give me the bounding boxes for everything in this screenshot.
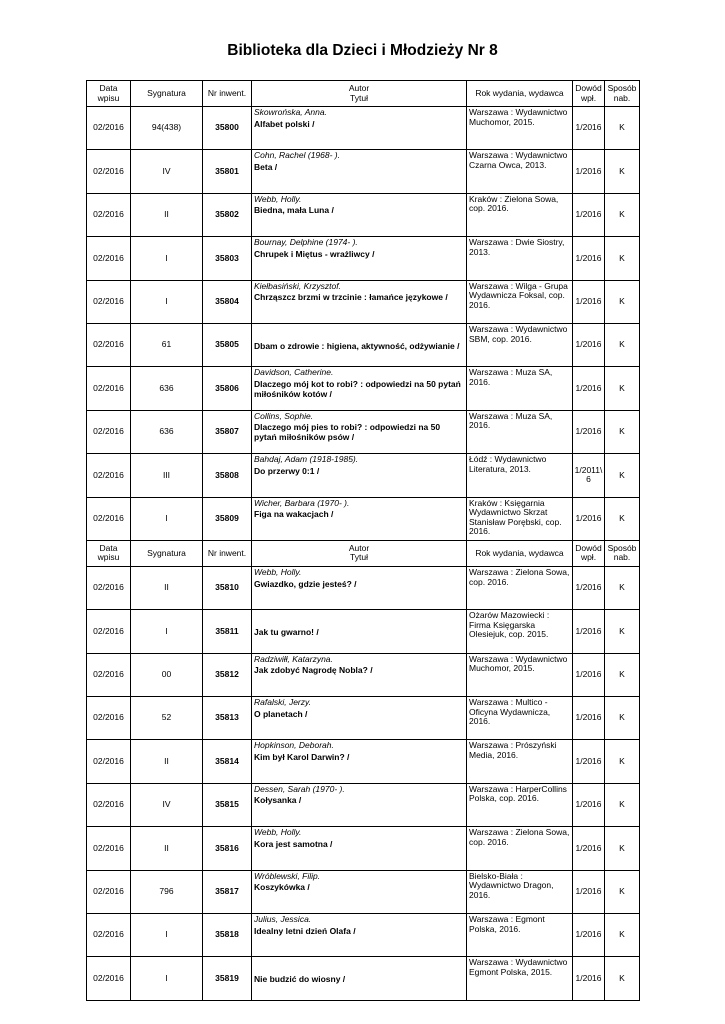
entry-date: 02/2016 [87, 497, 131, 540]
proof-number: 1/2016 [573, 107, 605, 150]
book-title: Biedna, mała Luna / [254, 205, 334, 216]
signature: 636 [131, 410, 203, 453]
publisher: Warszawa : Wydawnictwo Muchomor, 2015. [467, 107, 573, 150]
acquisition-method: K [605, 870, 640, 913]
publisher: Warszawa : Wydawnictwo Muchomor, 2015. [467, 653, 573, 696]
author-name: Dessen, Sarah (1970- ). [254, 783, 345, 794]
acquisition-method: K [605, 454, 640, 497]
publisher: Warszawa : Wydawnictwo Czarna Owca, 2013. [467, 150, 573, 193]
table-row [87, 610, 640, 653]
acquisition-method: K [605, 740, 640, 783]
table-row [87, 957, 640, 1000]
inventory-number: 35811 [203, 610, 252, 653]
inventory-number: 35819 [203, 957, 252, 1000]
book-title: Jak zdobyć Nagrodę Nobla? / [254, 665, 373, 676]
entry-date: 02/2016 [87, 870, 131, 913]
header-publisher: Rok wydania, wydawca [467, 81, 573, 107]
proof-number: 1/2016 [573, 957, 605, 1000]
author-name: Davidson, Catherine. [254, 367, 334, 378]
author-title [252, 653, 467, 696]
author-name: Hopkinson, Deborah. [254, 740, 334, 751]
signature: 94(438) [131, 107, 203, 150]
proof-number: 1/2016 [573, 827, 605, 870]
acquisition-method: K [605, 280, 640, 323]
book-title: Idealny letni dzień Olafa / [254, 925, 356, 936]
signature: I [131, 497, 203, 540]
author-title [252, 783, 467, 826]
signature: 61 [131, 323, 203, 366]
table-row [87, 870, 640, 913]
entry-date: 02/2016 [87, 827, 131, 870]
proof-number: 1/2016 [573, 280, 605, 323]
proof-number: 1/2011\ 6 [573, 454, 605, 497]
proof-number: 1/2016 [573, 193, 605, 236]
header-row [87, 81, 640, 107]
header-inventory: Nr inwent. [203, 540, 252, 566]
author-name: Rafalski, Jerzy. [254, 697, 311, 708]
publisher: Warszawa : Zielona Sowa, cop. 2016. [467, 566, 573, 609]
entry-date: 02/2016 [87, 914, 131, 957]
table-row [87, 107, 640, 150]
inventory-number: 35806 [203, 367, 252, 410]
proof-number: 1/2016 [573, 237, 605, 280]
author-name: Webb, Holly. [254, 193, 302, 204]
acquisition-method: K [605, 653, 640, 696]
entry-date: 02/2016 [87, 566, 131, 609]
author-title [252, 237, 467, 280]
header-date: Data wpisu [87, 81, 131, 107]
table-row [87, 827, 640, 870]
inventory-number: 35815 [203, 783, 252, 826]
author-title [252, 914, 467, 957]
book-title: Kim był Karol Darwin? / [254, 752, 350, 763]
table-row [87, 323, 640, 366]
author-title [252, 497, 467, 540]
book-title: Dbam o zdrowie : higiena, aktywność, odżywianie / [254, 340, 460, 351]
acquisition-method: K [605, 367, 640, 410]
inventory-number: 35805 [203, 323, 252, 366]
signature: II [131, 740, 203, 783]
signature: I [131, 957, 203, 1000]
acquisition-method: K [605, 827, 640, 870]
book-title: Gwiazdko, gdzie jesteś? / [254, 578, 357, 589]
inventory-number: 35809 [203, 497, 252, 540]
author-name: Kiełbasiński, Krzysztof. [254, 280, 341, 291]
author-title [252, 193, 467, 236]
acquisition-method: K [605, 697, 640, 740]
book-title: Nie budzić do wiosny / [254, 974, 346, 985]
inventory-number: 35817 [203, 870, 252, 913]
publisher: Warszawa : Wilga - Grupa Wydawnicza Foksal, cop. 2016. [467, 280, 573, 323]
signature: I [131, 914, 203, 957]
table-row [87, 653, 640, 696]
proof-number: 1/2016 [573, 566, 605, 609]
inventory-number: 35808 [203, 454, 252, 497]
entry-date: 02/2016 [87, 280, 131, 323]
book-title: O planetach / [254, 708, 308, 719]
author-title [252, 827, 467, 870]
table-row [87, 497, 640, 540]
author-name: Wróblewski, Filip. [254, 870, 321, 881]
table-row [87, 783, 640, 826]
header-inventory: Nr inwent. [203, 81, 252, 107]
publisher: Warszawa : Prószyński Media, 2016. [467, 740, 573, 783]
catalog-body [87, 81, 640, 1001]
entry-date: 02/2016 [87, 783, 131, 826]
author-title [252, 410, 467, 453]
author-name: Julius, Jessica. [254, 914, 312, 925]
header-signature: Sygnatura [131, 540, 203, 566]
table-row [87, 150, 640, 193]
book-title: Chrząszcz brzmi w trzcinie : łamańce językowe / [254, 292, 448, 303]
author-title [252, 454, 467, 497]
header-signature: Sygnatura [131, 81, 203, 107]
header-publisher: Rok wydania, wydawca [467, 540, 573, 566]
entry-date: 02/2016 [87, 107, 131, 150]
publisher: Warszawa : Egmont Polska, 2016. [467, 914, 573, 957]
inventory-number: 35812 [203, 653, 252, 696]
author-title [252, 610, 467, 653]
entry-date: 02/2016 [87, 367, 131, 410]
table-row [87, 914, 640, 957]
inventory-number: 35807 [203, 410, 252, 453]
book-title: Figa na wakacjach / [254, 509, 334, 520]
acquisition-method: K [605, 150, 640, 193]
header-method: Sposób nab. [605, 540, 640, 566]
publisher: Warszawa : HarperCollins Polska, cop. 2016. [467, 783, 573, 826]
author-name: Collins, Sophie. [254, 410, 314, 421]
acquisition-method: K [605, 783, 640, 826]
author-title [252, 150, 467, 193]
publisher: Kraków : Zielona Sowa, cop. 2016. [467, 193, 573, 236]
acquisition-method: K [605, 237, 640, 280]
header-author-title: Autor Tytuł [252, 81, 467, 107]
publisher: Warszawa : Wydawnictwo Egmont Polska, 2015. [467, 957, 573, 1000]
proof-number: 1/2016 [573, 653, 605, 696]
signature: I [131, 610, 203, 653]
inventory-number: 35814 [203, 740, 252, 783]
entry-date: 02/2016 [87, 323, 131, 366]
signature: III [131, 454, 203, 497]
table-row [87, 280, 640, 323]
book-title: Kora jest samotna / [254, 838, 333, 849]
inventory-number: 35801 [203, 150, 252, 193]
signature: II [131, 827, 203, 870]
header-proof: Dowód wpł. [573, 540, 605, 566]
book-title: Dlaczego mój kot to robi? : odpowiedzi na 50 pytań miłośników kotów / [254, 378, 461, 399]
proof-number: 1/2016 [573, 783, 605, 826]
author-name: Webb, Holly. [254, 827, 302, 838]
table-row [87, 697, 640, 740]
inventory-number: 35810 [203, 566, 252, 609]
signature: I [131, 280, 203, 323]
entry-date: 02/2016 [87, 237, 131, 280]
page-title: Biblioteka dla Dzieci i Młodzieży Nr 8 [227, 42, 498, 59]
proof-number: 1/2016 [573, 323, 605, 366]
signature: 636 [131, 367, 203, 410]
proof-number: 1/2016 [573, 914, 605, 957]
signature: II [131, 566, 203, 609]
author-title [252, 957, 467, 1000]
signature: IV [131, 783, 203, 826]
table-row [87, 454, 640, 497]
publisher: Warszawa : Zielona Sowa, cop. 2016. [467, 827, 573, 870]
entry-date: 02/2016 [87, 610, 131, 653]
header-method: Sposób nab. [605, 81, 640, 107]
signature: IV [131, 150, 203, 193]
author-title [252, 367, 467, 410]
proof-number: 1/2016 [573, 740, 605, 783]
header-row [87, 540, 640, 566]
entry-date: 02/2016 [87, 740, 131, 783]
book-title: Dlaczego mój pies to robi? : odpowiedzi na 50 pytań miłośników psów / [254, 422, 441, 442]
acquisition-method: K [605, 566, 640, 609]
entry-date: 02/2016 [87, 697, 131, 740]
inventory-number: 35816 [203, 827, 252, 870]
inventory-number: 35802 [203, 193, 252, 236]
book-title: Jak tu gwarno! / [254, 627, 319, 638]
author-name: Wicher, Barbara (1970- ). [254, 497, 350, 508]
table-row [87, 237, 640, 280]
entry-date: 02/2016 [87, 150, 131, 193]
acquisition-method: K [605, 957, 640, 1000]
author-name: Webb, Holly. [254, 566, 302, 577]
table-row [87, 367, 640, 410]
publisher: Kraków : Księgarnia Wydawnictwo Skrzat Stanisław Porębski, cop. 2016. [467, 497, 573, 540]
publisher: Warszawa : Dwie Siostry, 2013. [467, 237, 573, 280]
author-name: Bournay, Delphine (1974- ). [254, 237, 358, 248]
author-title [252, 870, 467, 913]
author-name: Bahdaj, Adam (1918-1985). [254, 454, 359, 465]
entry-date: 02/2016 [87, 653, 131, 696]
publisher: Warszawa : Multico - Oficyna Wydawnicza, 2016. [467, 697, 573, 740]
entry-date: 02/2016 [87, 193, 131, 236]
table-row [87, 193, 640, 236]
proof-number: 1/2016 [573, 610, 605, 653]
inventory-number: 35800 [203, 107, 252, 150]
entry-date: 02/2016 [87, 454, 131, 497]
table-row [87, 410, 640, 453]
signature: 00 [131, 653, 203, 696]
author-name: Radziwiłł, Katarzyna. [254, 653, 333, 664]
catalog-table [86, 80, 640, 1001]
publisher: Warszawa : Wydawnictwo SBM, cop. 2016. [467, 323, 573, 366]
author-title [252, 107, 467, 150]
publisher: Warszawa : Muza SA, 2016. [467, 410, 573, 453]
inventory-number: 35804 [203, 280, 252, 323]
book-title: Kołysanka / [254, 795, 302, 806]
publisher: Bielsko-Biała : Wydawnictwo Dragon, 2016. [467, 870, 573, 913]
inventory-number: 35818 [203, 914, 252, 957]
proof-number: 1/2016 [573, 697, 605, 740]
author-name: Skowrońska, Anna. [254, 107, 327, 117]
author-title [252, 740, 467, 783]
acquisition-method: K [605, 610, 640, 653]
book-title: Do przerwy 0:1 / [254, 465, 320, 476]
table-row [87, 740, 640, 783]
publisher: Ożarów Mazowiecki : Firma Księgarska Olesiejuk, cop. 2015. [467, 610, 573, 653]
header-date: Data wpisu [87, 540, 131, 566]
proof-number: 1/2016 [573, 870, 605, 913]
author-title [252, 323, 467, 366]
header-author-title: Autor Tytuł [252, 540, 467, 566]
author-title [252, 566, 467, 609]
acquisition-method: K [605, 410, 640, 453]
signature: 52 [131, 697, 203, 740]
acquisition-method: K [605, 193, 640, 236]
signature: 796 [131, 870, 203, 913]
proof-number: 1/2016 [573, 150, 605, 193]
book-title: Alfabet polski / [254, 118, 315, 129]
acquisition-method: K [605, 497, 640, 540]
publisher: Łódź : Wydawnictwo Literatura, 2013. [467, 454, 573, 497]
author-title [252, 697, 467, 740]
publisher: Warszawa : Muza SA, 2016. [467, 367, 573, 410]
acquisition-method: K [605, 323, 640, 366]
entry-date: 02/2016 [87, 957, 131, 1000]
book-title: Beta / [254, 161, 278, 172]
signature: II [131, 193, 203, 236]
acquisition-method: K [605, 107, 640, 150]
entry-date: 02/2016 [87, 410, 131, 453]
signature: I [131, 237, 203, 280]
author-name: Cohn, Rachel (1968- ). [254, 150, 340, 161]
inventory-number: 35813 [203, 697, 252, 740]
table-row [87, 566, 640, 609]
inventory-number: 35803 [203, 237, 252, 280]
acquisition-method: K [605, 914, 640, 957]
proof-number: 1/2016 [573, 497, 605, 540]
book-title: Koszykówka / [254, 882, 310, 893]
proof-number: 1/2016 [573, 367, 605, 410]
book-title: Chrupek i Miętus - wrażliwcy / [254, 248, 375, 259]
author-title [252, 280, 467, 323]
proof-number: 1/2016 [573, 410, 605, 453]
header-proof: Dowód wpł. [573, 81, 605, 107]
